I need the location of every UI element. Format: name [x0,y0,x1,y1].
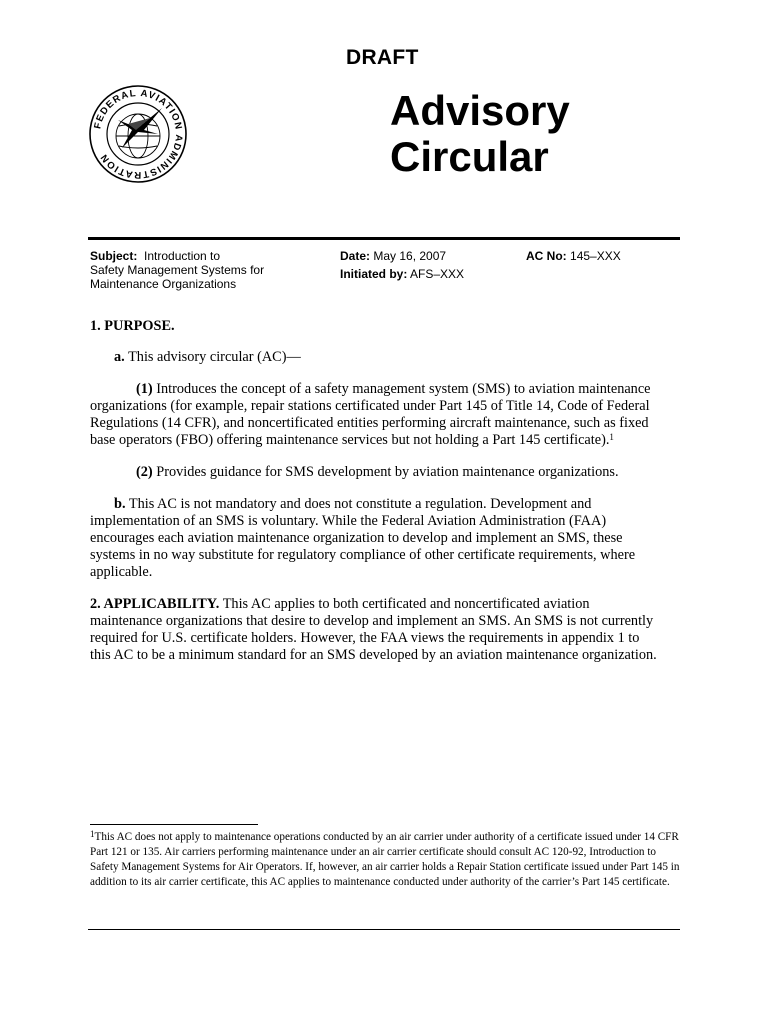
subject-block [90,249,320,291]
paragraph-a2-label: (2) [136,464,153,480]
svg-text:FEDERAL AVIATION ADMINISTRATIO: FEDERAL AVIATION ADMINISTRATION [92,87,185,181]
title-line-1: Advisory [390,87,570,134]
paragraph-b-text: This AC is not mandatory and does not constitute a regulation. Development and implementation of an SMS is voluntary. While the Federal Aviation Administration (FAA) encourages each aviation maintenance organization to develop and implement an SMS, these systems in no way substitute for regulatory compliance of other certificate requirements, where applicable. [90,496,636,580]
paragraph-a1-label: (1) [136,381,153,397]
paragraph-a-label: a. [114,349,125,365]
title-line-2: Circular [390,133,549,180]
document-title [390,88,570,180]
paragraph-a-text: This advisory circular (AC)— [128,349,301,365]
footnote-separator [90,824,258,825]
footnote-reference[interactable]: 1 [609,432,614,442]
paragraph-a [90,349,658,366]
acno-label: AC No: [526,249,567,263]
initiated-label: Initiated by: [340,267,408,281]
paragraph-b-label: b. [114,496,126,512]
applicability-section [90,596,658,664]
initiated-value: AFS–XXX [410,267,465,281]
acno-value: 145–XXX [570,249,621,263]
page-bottom-rule [88,929,680,930]
faa-seal-logo [88,84,188,184]
subject-line-3: Maintenance Organizations [90,277,237,291]
footnote [90,830,680,890]
date-label: Date: [340,249,371,263]
paragraph-a1-text: Introduces the concept of a safety management system (SMS) to aviation maintenance organizations (for example, repair stations certificated under Part 145 of Title 14, Code of Federal Regulations (14 CFR), and noncertificated entities performing aircraft maintenance, such as fixed base operators (FBO) offering maintenance services but not holding a Part 145 certificate). [90,381,651,448]
subject-label: Subject: [90,249,138,263]
paragraph-a1 [90,381,658,449]
applicability-text: This AC applies to both certificated and noncertificated aviation maintenance organizations that desire to develop and implement an SMS. An SMS is not currently required for U.S. certificate holders. However, the FAA views the requirements in appendix 1 to this AC to be a minimum standard for an SMS developed by an aviation maintenance organization. [90,596,657,663]
footnote-text: This AC does not apply to maintenance operations conducted by an air carrier under authority of a certificate issued under 14 CFR Part 121 or 135. Air carriers performing maintenance under an air carrier certificate should consult AC 120-92, Introduction to Safety Management Systems for Air Operators. If, however, an air carrier holds a Repair Station certificate issued under Part 145 in addition to its air carrier certificate, this AC applies to maintenance conducted under authority of the carrier’s Part 145 certificate. [90,831,680,888]
purpose-heading: 1. PURPOSE. [90,318,175,334]
applicability-heading: 2. APPLICABILITY. [90,596,220,612]
paragraph-a2-text: Provides guidance for SMS development by aviation maintenance organizations. [156,464,619,480]
acno-block [526,249,676,263]
header-rule [88,237,680,240]
date-value: May 16, 2007 [373,249,447,263]
draft-label: DRAFT [346,46,419,69]
date-block [340,249,510,285]
subject-line-1: Introduction to [144,249,221,263]
subject-line-2: Safety Management Systems for [90,263,265,277]
footnote-number: 1 [90,829,95,839]
document-body [90,318,658,679]
paragraph-b [90,496,658,581]
paragraph-a2 [90,464,658,481]
